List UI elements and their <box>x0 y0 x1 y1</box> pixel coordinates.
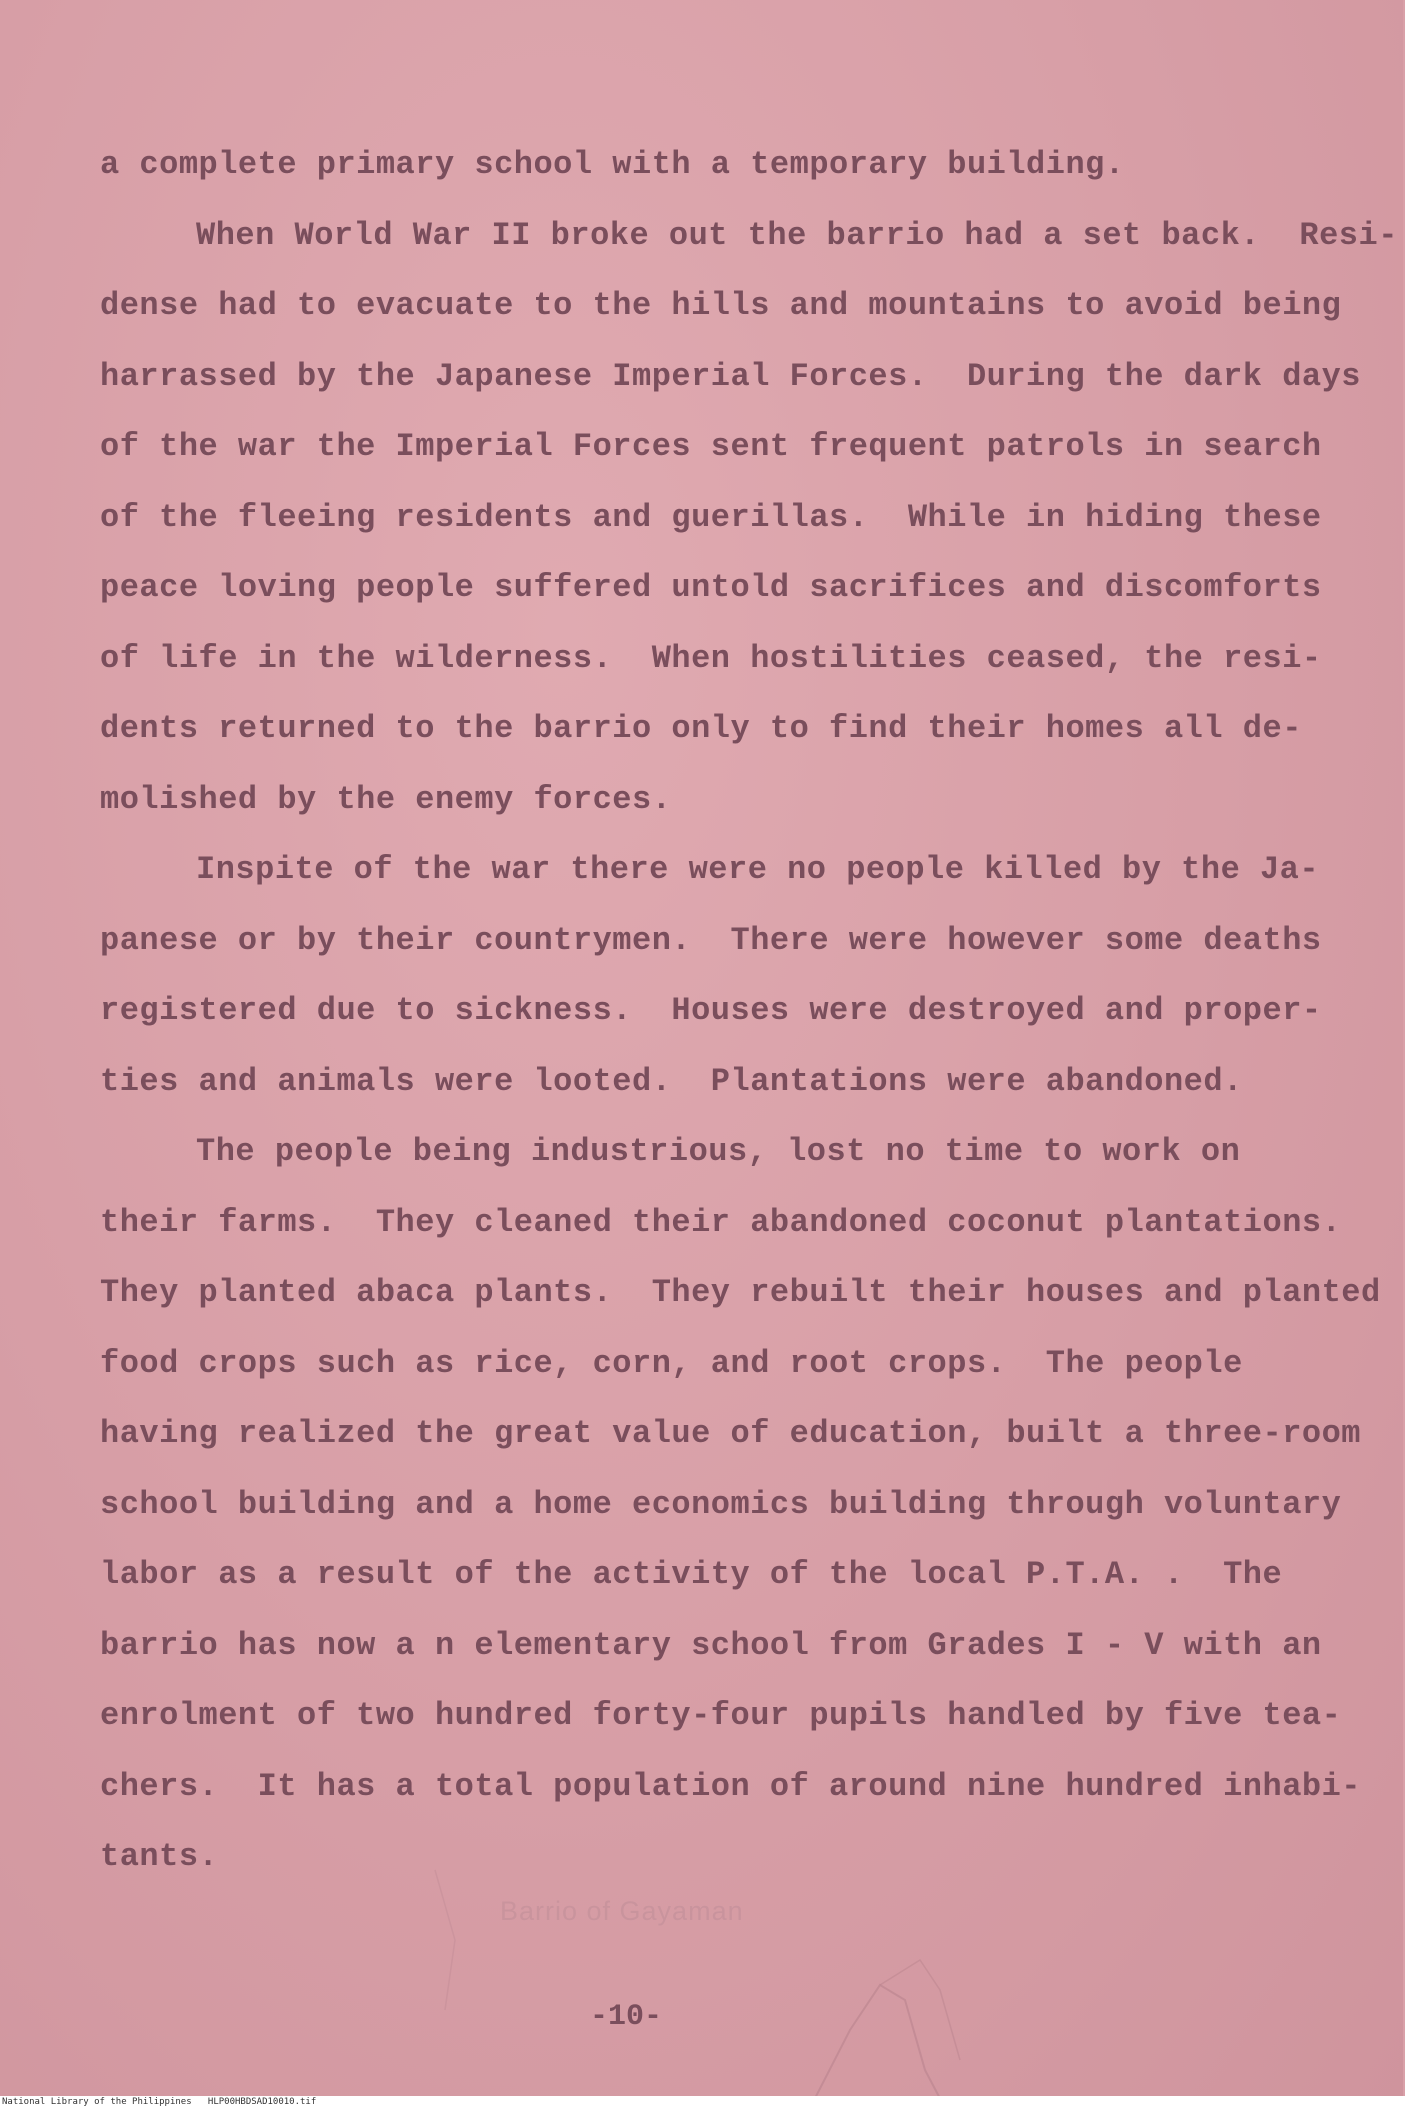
text-line: chers. It has a total population of around nine hundred inhabi- <box>100 1767 1361 1805</box>
text-line: peace loving people suffered untold sacrifices and discomforts <box>100 569 1322 606</box>
text-line: of life in the wilderness. When hostilities ceased, the resi- <box>100 639 1322 677</box>
text-line: food crops such as rice, corn, and root crops. The people <box>100 1344 1243 1382</box>
faded-stamp: Barrio of Gayaman <box>500 1896 744 1926</box>
text-line: barrio has now a n elementary school from Grades I - V with an <box>100 1626 1322 1664</box>
text-line: dents returned to the barrio only to find their homes all de- <box>100 710 1302 747</box>
text-line: tants. <box>100 1838 219 1875</box>
text-line: enrolment of two hundred forty-four pupils handled by five tea- <box>100 1697 1342 1734</box>
text-line: ties and animals were looted. Plantations were abandoned. <box>100 1062 1243 1100</box>
text-line: labor as a result of the activity of the local P.T.A. . The <box>100 1556 1283 1593</box>
text-line: registered due to sickness. Houses were destroyed and proper- <box>100 992 1322 1029</box>
page-number: -10- <box>590 2000 663 2034</box>
text-line: dense had to evacuate to the hills and mountains to avoid being <box>100 287 1342 324</box>
text-line: When World War II broke out the barrio had a set back. Resi- <box>196 216 1398 254</box>
text-line: molished by the enemy forces. <box>100 780 672 818</box>
text-line: They planted abaca plants. They rebuilt their houses and planted <box>100 1274 1381 1311</box>
text-line: their farms. They cleaned their abandoned coconut plantations. <box>100 1203 1342 1241</box>
text-line: a complete primary school with a temporary building. <box>100 146 1125 183</box>
text-line: panese or by their countrymen. There were however some deaths <box>100 921 1322 959</box>
text-line: Inspite of the war there were no people killed by the Ja- <box>196 851 1320 888</box>
text-line: of the fleeing residents and guerillas. While in hiding these <box>100 498 1322 536</box>
body-text <box>100 130 1398 1893</box>
text-line: of the war the Imperial Forces sent frequent patrols in search <box>100 428 1322 465</box>
text-line: having realized the great value of education, built a three-room <box>100 1415 1361 1452</box>
text-line: harrassed by the Japanese Imperial Forces. During the dark days <box>100 357 1361 395</box>
archive-footer: National Library of the Philippines HLP00HBDSAD10010.tif <box>0 2096 1405 2108</box>
text-line: school building and a home economics building through voluntary <box>100 1485 1342 1523</box>
text-line: The people being industrious, lost no time to work on <box>196 1133 1241 1170</box>
